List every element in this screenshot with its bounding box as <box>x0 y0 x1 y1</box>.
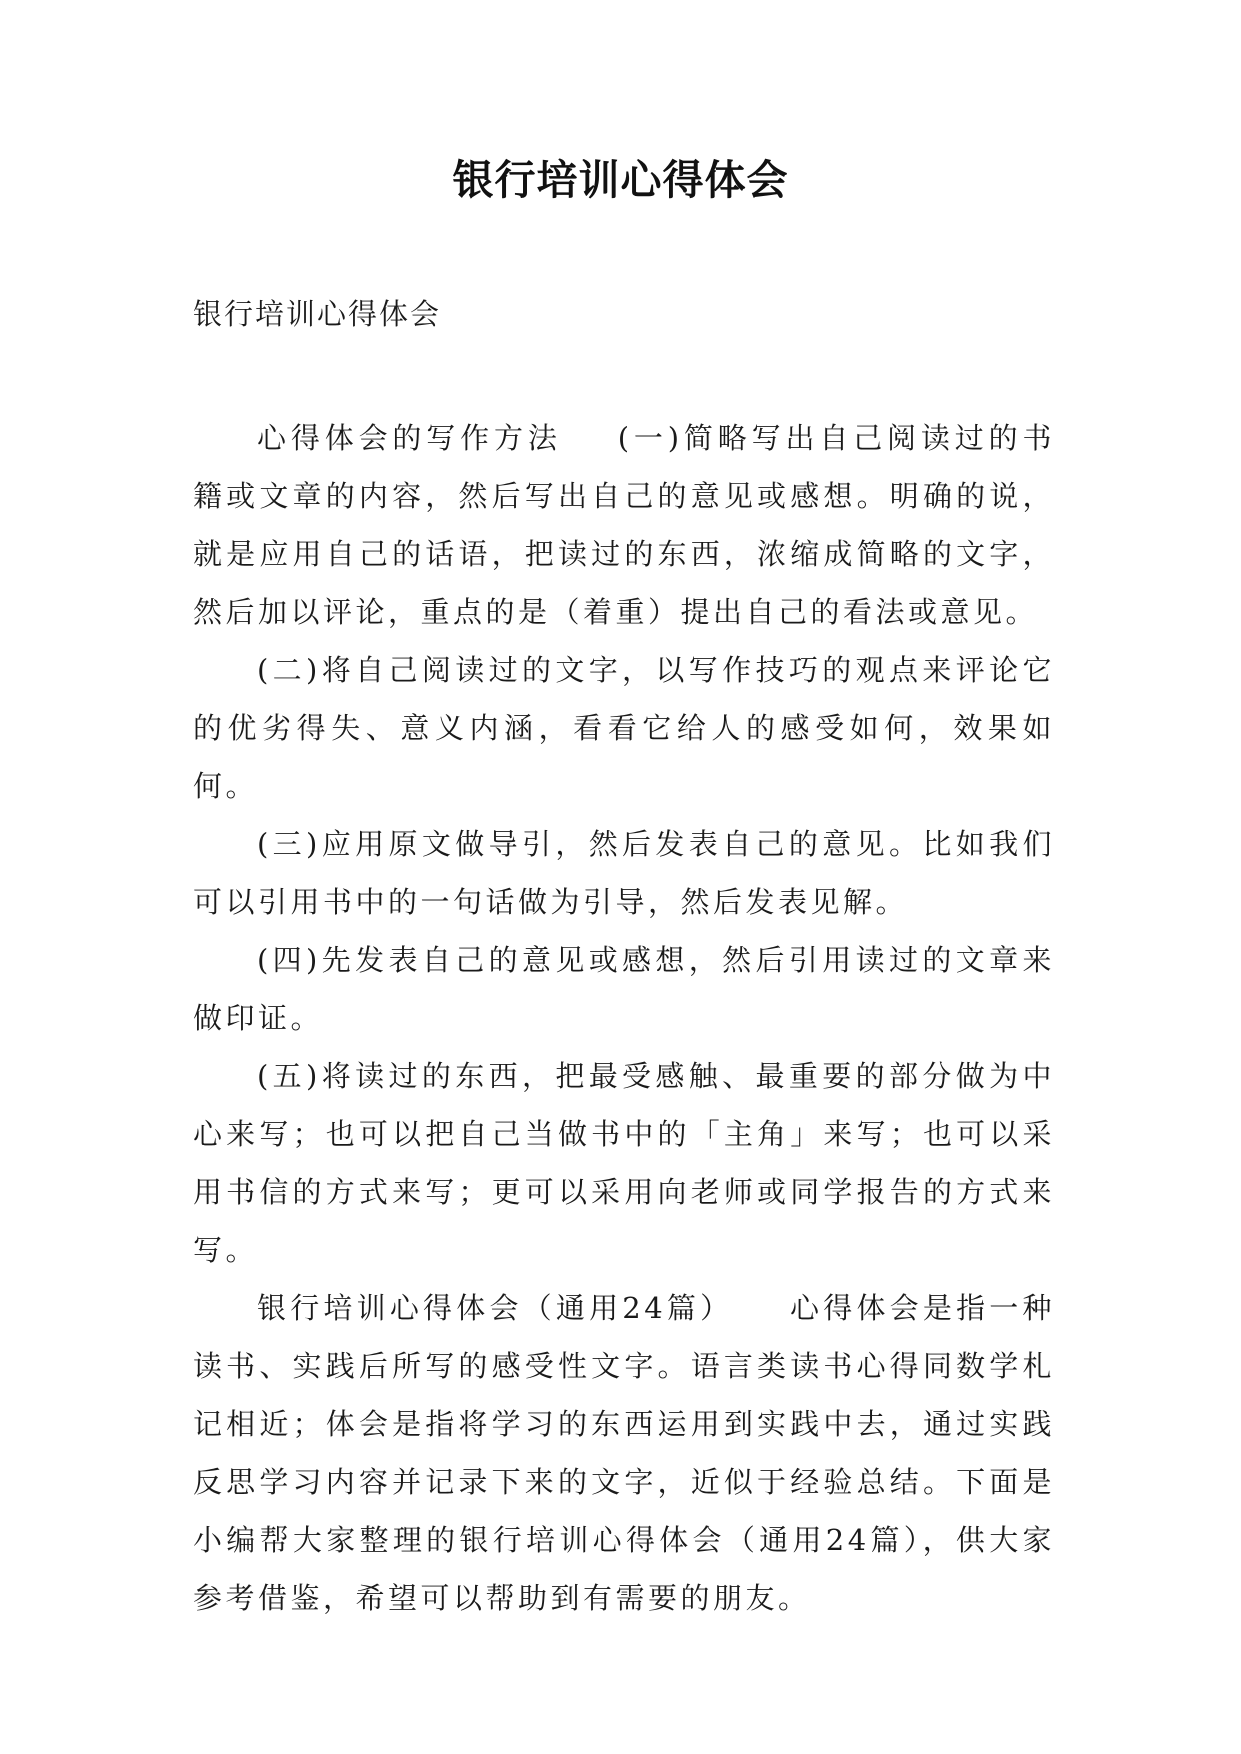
paragraph-text: (一)简略写出自己阅读过的书籍或文章的内容，然后写出自己的意见或感想。明确的说，就是应用自己的话语，把读过的东西，浓缩成简略的文字，然后加以评论，重点的是（着重）提出自己的看法或意见。 <box>193 421 1055 629</box>
paragraph-lead: 心得体会的写作方法 <box>257 421 562 455</box>
paragraph-writing-method-2 <box>193 641 1055 815</box>
paragraph-text: 心得体会是指一种读书、实践后所写的感受性文字。语言类读书心得同数学札记相近；体会是指将学习的东西运用到实践中去，通过实践反思学习内容并记录下来的文字，近似于经验总结。下面是小编帮大家整理的银行培训心得体会（通用24篇），供大家参考借鉴，希望可以帮助到有需要的朋友。 <box>193 1291 1055 1615</box>
paragraph-text: (五)将读过的东西，把最受感触、最重要的部分做为中心来写；也可以把自己当做书中的「主角」来写；也可以采用书信的方式来写；更可以采用向老师或同学报告的方式来写。 <box>193 1059 1055 1267</box>
document-body <box>193 409 1055 1627</box>
paragraph-writing-method-1 <box>193 409 1055 641</box>
paragraph-text: (三)应用原文做导引，然后发表自己的意见。比如我们可以引用书中的一句话做为引导，然后发表见解。 <box>193 827 1055 919</box>
paragraph-writing-method-4 <box>193 931 1055 1047</box>
document-title: 银行培训心得体会 <box>452 156 789 204</box>
paragraph-text: (四)先发表自己的意见或感想，然后引用读过的文章来做印证。 <box>193 943 1055 1035</box>
paragraph-text: (二)将自己阅读过的文字，以写作技巧的观点来评论它的优劣得失、意义内涵，看看它给人的感受如何，效果如何。 <box>193 653 1055 803</box>
document-subtitle: 银行培训心得体会 <box>193 297 442 331</box>
paragraph-writing-method-5 <box>193 1047 1055 1279</box>
paragraph-introduction <box>193 1279 1055 1627</box>
paragraph-writing-method-3 <box>193 815 1055 931</box>
paragraph-lead: 银行培训心得体会（通用24篇） <box>257 1291 734 1325</box>
